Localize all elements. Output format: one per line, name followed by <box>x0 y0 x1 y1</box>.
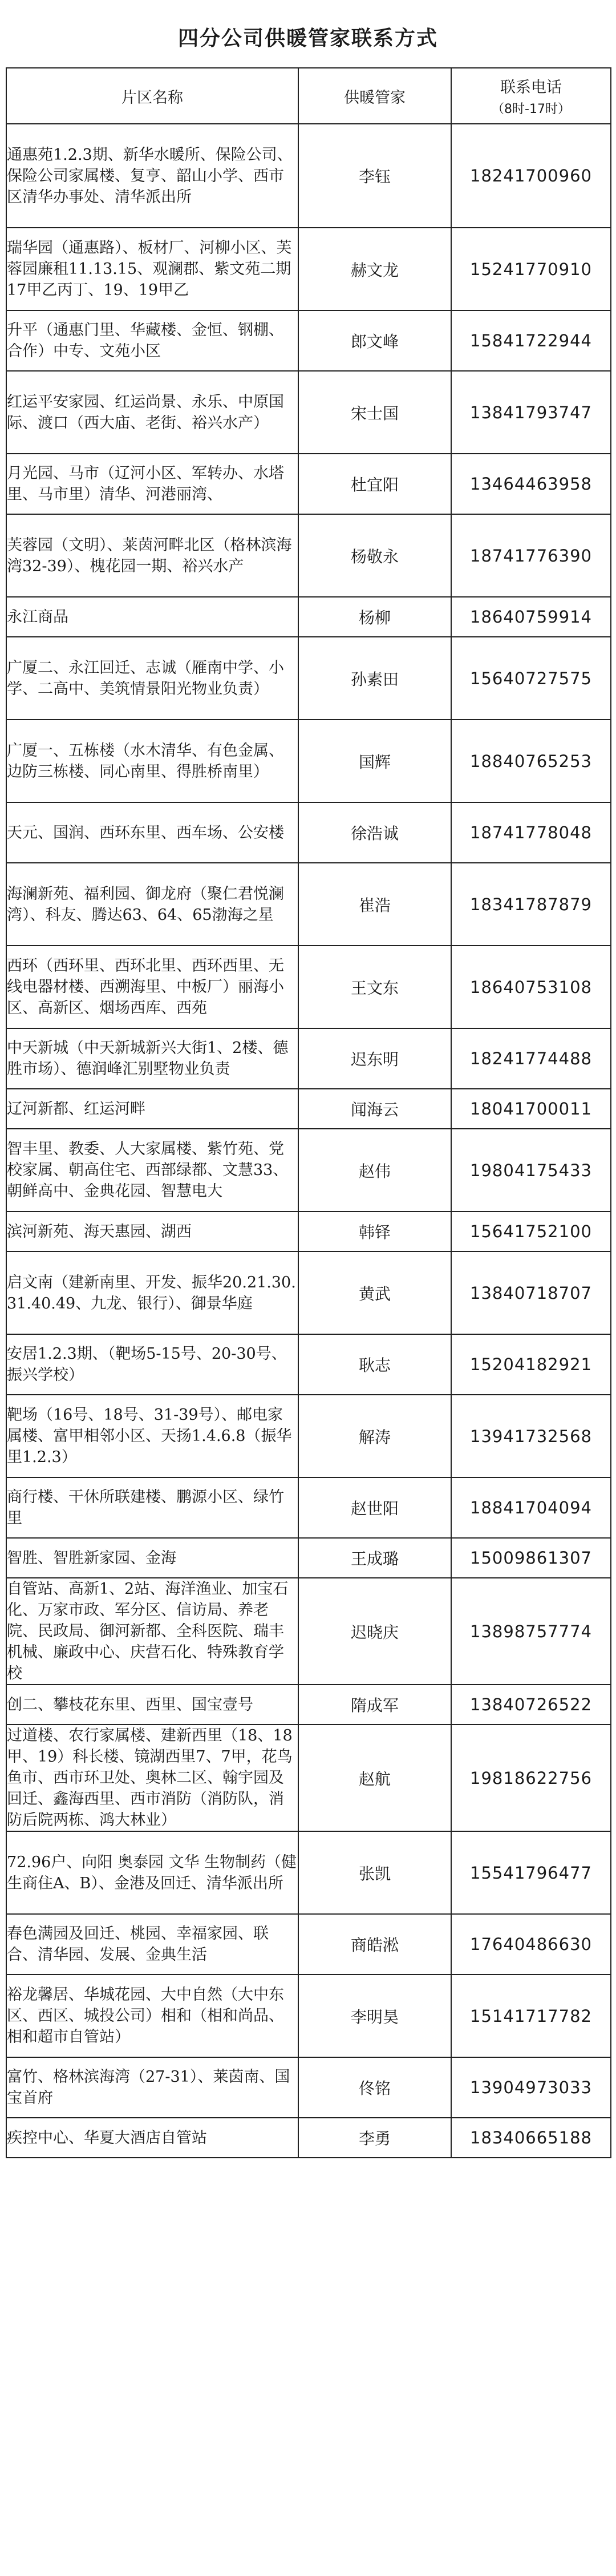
column-header-phone <box>451 68 611 124</box>
phone-cell: 13840726522 <box>451 1685 611 1725</box>
phone-cell: 13941732568 <box>451 1395 611 1477</box>
table-row <box>6 2118 611 2158</box>
table-row <box>6 720 611 802</box>
area-cell: 商行楼、干休所联建楼、鹏源小区、绿竹里 <box>6 1477 298 1538</box>
manager-cell: 王文东 <box>298 946 451 1028</box>
area-cell: 海澜新苑、福利园、御龙府（聚仁君悦澜湾）、科友、腾达63、64、65渤海之星 <box>6 863 298 946</box>
phone-cell: 18741778048 <box>451 802 611 863</box>
area-cell: 智胜、智胜新家园、金海 <box>6 1538 298 1578</box>
manager-cell: 商皓淞 <box>298 1914 451 1975</box>
table-row <box>6 597 611 637</box>
column-header-manager: 供暖管家 <box>298 68 451 124</box>
phone-cell: 15640727575 <box>451 637 611 720</box>
phone-cell: 13898757774 <box>451 1578 611 1685</box>
manager-cell: 孙素田 <box>298 637 451 720</box>
contact-sheet <box>6 6 610 2158</box>
manager-cell: 迟东明 <box>298 1028 451 1089</box>
area-cell: 安居1.2.3期、（靶场5-15号、20-30号、振兴学校） <box>6 1334 298 1395</box>
table-row <box>6 371 611 454</box>
manager-cell: 佟铭 <box>298 2057 451 2118</box>
area-cell: 启文南（建新南里、开发、振华20.21.30.31.40.49、九龙、银行）、御景华庭 <box>6 1251 298 1334</box>
phone-cell: 18640753108 <box>451 946 611 1028</box>
manager-cell: 耿志 <box>298 1334 451 1395</box>
column-header-phone-hours: （8时-17时） <box>492 102 570 116</box>
table-body <box>6 124 611 2158</box>
manager-cell: 解涛 <box>298 1395 451 1477</box>
table-row <box>6 946 611 1028</box>
page-title: 四分公司供暖管家联系方式 <box>177 26 438 50</box>
phone-cell: 15141717782 <box>451 1975 611 2057</box>
manager-cell: 张凯 <box>298 1831 451 1914</box>
manager-cell: 王成璐 <box>298 1538 451 1578</box>
phone-cell: 18041700011 <box>451 1089 611 1129</box>
table-row <box>6 1538 611 1578</box>
manager-cell: 徐浩诚 <box>298 802 451 863</box>
table-row <box>6 1089 611 1129</box>
phone-cell: 13841793747 <box>451 371 611 454</box>
table-row <box>6 454 611 514</box>
manager-cell: 杜宜阳 <box>298 454 451 514</box>
table-row <box>6 514 611 597</box>
phone-cell: 19804175433 <box>451 1129 611 1212</box>
area-cell: 永江商品 <box>6 597 298 637</box>
area-cell: 升平（通惠门里、华藏楼、金恒、钢棚、合作）中专、文苑小区 <box>6 310 298 371</box>
phone-cell: 18340665188 <box>451 2118 611 2158</box>
phone-cell: 19818622756 <box>451 1725 611 1831</box>
table-row <box>6 1914 611 1975</box>
area-cell: 西环（西环里、西环北里、西环西里、无线电器材楼、西溯海里、中板厂）丽海小区、高新区、烟场西库、西苑 <box>6 946 298 1028</box>
manager-cell: 李钰 <box>298 124 451 228</box>
phone-cell: 13904973033 <box>451 2057 611 2118</box>
manager-cell: 杨柳 <box>298 597 451 637</box>
area-cell: 智丰里、教委、人大家属楼、紫竹苑、党校家属、朝高住宅、西部绿都、文慧33、朝鲜高中、金典花园、智慧电大 <box>6 1129 298 1212</box>
manager-cell: 崔浩 <box>298 863 451 946</box>
table-row <box>6 1251 611 1334</box>
phone-cell: 17640486630 <box>451 1914 611 1975</box>
area-cell: 靶场（16号、18号、31-39号）、邮电家属楼、富甲相邻小区、天扬1.4.6.8（振华里1.2.3） <box>6 1395 298 1477</box>
phone-cell: 15641752100 <box>451 1212 611 1251</box>
table-row <box>6 1725 611 1831</box>
phone-cell: 18241774488 <box>451 1028 611 1089</box>
manager-cell: 闻海云 <box>298 1089 451 1129</box>
manager-cell: 宋士国 <box>298 371 451 454</box>
table-row <box>6 1578 611 1685</box>
area-cell: 过道楼、农行家属楼、建新西里（18、18甲、19）科长楼、镜湖西里7、7甲，花鸟鱼市、西市环卫处、奥林二区、翰宇园及回迁、鑫海西里、西市消防（消防队，消防后院两栋、鸿大林业） <box>6 1725 298 1831</box>
manager-cell: 李明昊 <box>298 1975 451 2057</box>
table-row <box>6 1395 611 1477</box>
manager-cell: 赵世阳 <box>298 1477 451 1538</box>
area-cell: 滨河新苑、海天惠园、湖西 <box>6 1212 298 1251</box>
area-cell: 富竹、格林滨海湾（27-31）、莱茵南、国宝首府 <box>6 2057 298 2118</box>
area-cell: 广厦一、五栋楼（水木清华、有色金属、边防三栋楼、同心南里、得胜桥南里） <box>6 720 298 802</box>
phone-cell: 13840718707 <box>451 1251 611 1334</box>
manager-cell: 赵伟 <box>298 1129 451 1212</box>
manager-cell: 黄武 <box>298 1251 451 1334</box>
area-cell: 月光园、马市（辽河小区、军转办、水塔里、马市里）清华、河港丽湾、 <box>6 454 298 514</box>
area-cell: 瑞华园（通惠路）、板材厂、河柳小区、芙蓉园廉租11.13.15、观澜郡、紫文苑二期17甲乙丙丁、19、19甲乙 <box>6 228 298 310</box>
area-cell: 裕龙馨居、华城花园、大中自然（大中东区、西区、城投公司）相和（相和尚品、相和超市自管站） <box>6 1975 298 2057</box>
table-row <box>6 863 611 946</box>
phone-cell: 13464463958 <box>451 454 611 514</box>
contact-table <box>6 67 611 2158</box>
header-row <box>6 68 611 124</box>
area-cell: 通惠苑1.2.3期、新华水暖所、保险公司、保险公司家属楼、复亨、韶山小学、西市区清华办事处、清华派出所 <box>6 124 298 228</box>
phone-cell: 15241770910 <box>451 228 611 310</box>
table-row <box>6 310 611 371</box>
manager-cell: 赵航 <box>298 1725 451 1831</box>
area-cell: 辽河新都、红运河畔 <box>6 1089 298 1129</box>
table-row <box>6 2057 611 2118</box>
table-row <box>6 1477 611 1538</box>
manager-cell: 隋成军 <box>298 1685 451 1725</box>
area-cell: 春色满园及回迁、桃园、幸福家园、联合、清华园、发展、金典生活 <box>6 1914 298 1975</box>
manager-cell: 郎文峰 <box>298 310 451 371</box>
table-row <box>6 1028 611 1089</box>
area-cell: 自管站、高新1、2站、海洋渔业、加宝石化、万家市政、军分区、信访局、养老院、民政局、御河新都、全科医院、瑞丰机械、廉政中心、庆营石化、特殊教育学校 <box>6 1578 298 1685</box>
phone-cell: 15541796477 <box>451 1831 611 1914</box>
table-row <box>6 802 611 863</box>
area-cell: 创二、攀枝花东里、西里、国宝壹号 <box>6 1685 298 1725</box>
phone-cell: 18241700960 <box>451 124 611 228</box>
area-cell: 疾控中心、华夏大酒店自管站 <box>6 2118 298 2158</box>
phone-cell: 15204182921 <box>451 1334 611 1395</box>
manager-cell: 韩铎 <box>298 1212 451 1251</box>
column-header-phone-label: 联系电话 <box>500 79 562 96</box>
phone-cell: 18341787879 <box>451 863 611 946</box>
area-cell: 广厦二、永江回迁、志诚（雁南中学、小学、二高中、美筑情景阳光物业负责） <box>6 637 298 720</box>
area-cell: 72.96户、向阳 奥泰园 文华 生物制药（健生商住A、B）、金港及回迁、清华派出所 <box>6 1831 298 1914</box>
table-row <box>6 228 611 310</box>
area-cell: 芙蓉园（文明）、莱茵河畔北区（格林滨海湾32-39）、槐花园一期、裕兴水产 <box>6 514 298 597</box>
manager-cell: 李勇 <box>298 2118 451 2158</box>
table-row <box>6 637 611 720</box>
phone-cell: 15009861307 <box>451 1538 611 1578</box>
manager-cell: 杨敬永 <box>298 514 451 597</box>
phone-cell: 15841722944 <box>451 310 611 371</box>
table-row <box>6 1685 611 1725</box>
phone-cell: 18640759914 <box>451 597 611 637</box>
table-row <box>6 1129 611 1212</box>
phone-cell: 18840765253 <box>451 720 611 802</box>
column-header-area: 片区名称 <box>6 68 298 124</box>
area-cell: 中天新城（中天新城新兴大街1、2楼、德胜市场）、德润峰汇别墅物业负责 <box>6 1028 298 1089</box>
table-row <box>6 1831 611 1914</box>
table-row <box>6 124 611 228</box>
area-cell: 天元、国润、西环东里、西车场、公安楼 <box>6 802 298 863</box>
phone-cell: 18741776390 <box>451 514 611 597</box>
manager-cell: 迟晓庆 <box>298 1578 451 1685</box>
table-row <box>6 1334 611 1395</box>
manager-cell: 赫文龙 <box>298 228 451 310</box>
phone-cell: 18841704094 <box>451 1477 611 1538</box>
table-row <box>6 1212 611 1251</box>
manager-cell: 国辉 <box>298 720 451 802</box>
area-cell: 红运平安家园、红运尚景、永乐、中原国际、渡口（西大庙、老街、裕兴水产） <box>6 371 298 454</box>
table-row <box>6 1975 611 2057</box>
